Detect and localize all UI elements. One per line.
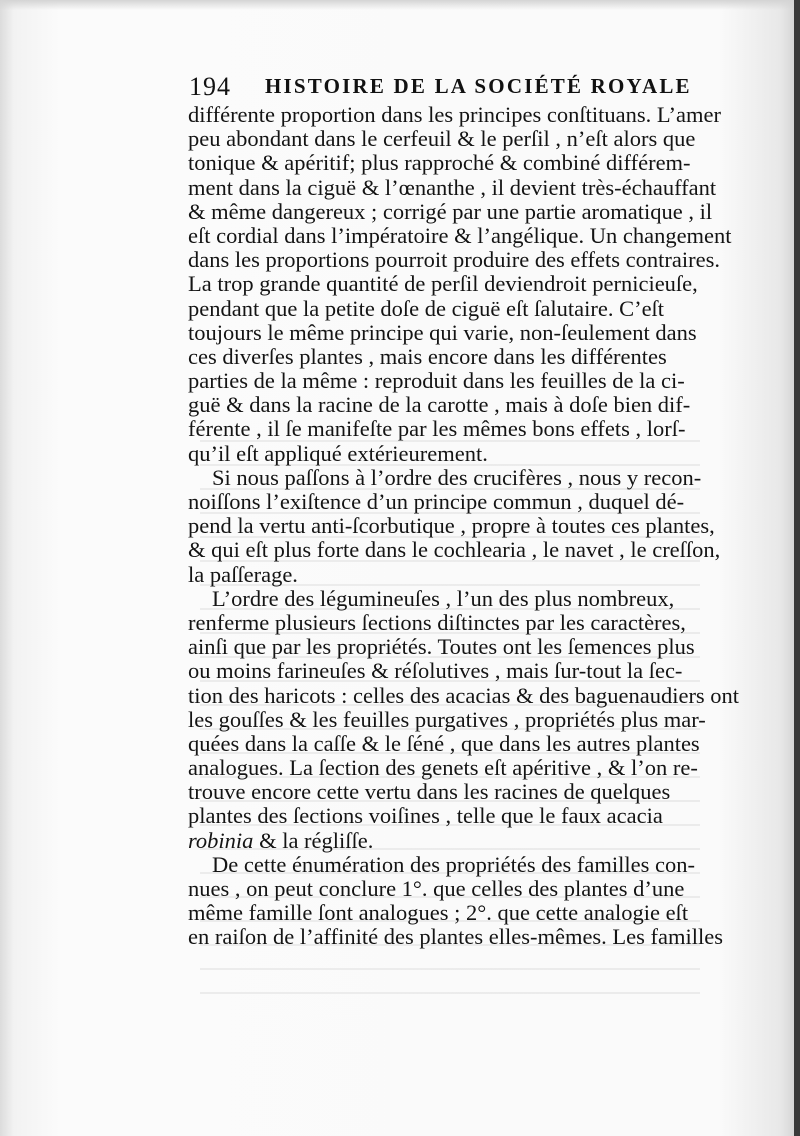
body-text xyxy=(188,103,754,950)
text-line: pend la vertu anti-ſcorbutique , propre à toutes ces plantes, xyxy=(188,513,715,539)
text-line: ment dans la ciguë & l’œnanthe , il devient très-échauffant xyxy=(188,174,717,200)
text-line: eſt cordial dans l’impératoire & l’angélique. Un changement xyxy=(188,222,732,248)
text-line: & qui eſt plus forte dans le cochlearia , le navet , le creſſon, xyxy=(188,537,721,563)
text-line-with-italic xyxy=(188,829,754,853)
text-line: peu abondant dans le cerfeuil & le perſil , n’eſt alors que xyxy=(188,126,696,152)
text-line: la paſſerage. xyxy=(188,561,298,587)
text-line: dans les proportions pourroit produire des effets contraires. xyxy=(188,247,720,273)
page-number: 194 xyxy=(189,72,231,101)
paragraph-start-line: L’ordre des légumineuſes , l’un des plus nombreux, xyxy=(212,585,675,611)
text-line-rest: & la régliſſe. xyxy=(259,827,374,853)
page-edge xyxy=(794,0,800,1136)
text-line: ainſi que par les propriétés. Toutes ont les ſemences plus xyxy=(188,634,695,660)
text-line: parties de la même : reproduit dans les feuilles de la ci- xyxy=(188,368,685,394)
text-line: guë & dans la racine de la carotte , mais à doſe bien dif- xyxy=(188,392,691,418)
top-shadow xyxy=(0,0,800,10)
text-line: différente proportion dans les principes conſtituans. L’amer xyxy=(188,102,721,127)
text-line: tonique & apéritif; plus rapproché & combiné différem- xyxy=(188,150,691,176)
running-title: HISTOIRE DE LA SOCIÉTÉ ROYALE xyxy=(265,74,692,98)
text-line: férente , il ſe manifeſte par les mêmes bons effets , lorſ- xyxy=(188,416,686,442)
text-line: ces diverſes plantes , mais encore dans les différentes xyxy=(188,343,667,369)
page-header xyxy=(189,68,729,104)
text-line: renferme plusieurs ſections diſtinctes par les caractères, xyxy=(188,609,686,635)
paragraph-start-line: Si nous paſſons à l’ordre des crucifères , nous y recon- xyxy=(212,464,702,490)
italic-term: robinia xyxy=(188,827,254,853)
text-line: nues , on peut conclure 1°. que celles des plantes d’une xyxy=(188,876,685,901)
text-line: noiſſons l’exiſtence d’un principe commun , duquel dé- xyxy=(188,489,685,514)
text-line: analogues. La ſection des genets eſt apéritive , & l’on re- xyxy=(188,755,698,781)
text-line: tion des haricots : celles des acacias & des baguenaudiers ont xyxy=(188,682,740,708)
text-line: La trop grande quantité de perſil deviendroit pernicieuſe, xyxy=(188,271,698,297)
text-line: trouve encore cette vertu dans les racines de quelques xyxy=(188,779,671,805)
text-line: qu’il eſt appliqué extérieurement. xyxy=(188,440,488,466)
text-line: en raiſon de l’affinité des plantes elles-mêmes. Les familles xyxy=(188,924,724,950)
text-line: même famille ſont analogues ; 2°. que cette analogie eſt xyxy=(188,900,689,926)
text-line: toujours le même principe qui varie, non-ſeulement dans xyxy=(188,319,697,345)
paragraph-start-line: De cette énumération des propriétés des familles con- xyxy=(212,851,695,877)
text-line: les gouſſes & les feuilles purgatives , propriétés plus mar- xyxy=(188,706,706,732)
text-line: pendant que la petite doſe de ciguë eſt ſalutaire. C’eſt xyxy=(188,295,665,321)
text-line: plantes des ſections voiſines , telle que le faux acacia xyxy=(188,803,663,829)
text-line: & même dangereux ; corrigé par une partie aromatique , il xyxy=(188,198,713,224)
text-line: ou moins farineuſes & réſolutives , mais ſur-tout la ſec- xyxy=(188,658,683,684)
text-line: quées dans la caſſe & le ſéné , que dans les autres plantes xyxy=(188,730,700,756)
